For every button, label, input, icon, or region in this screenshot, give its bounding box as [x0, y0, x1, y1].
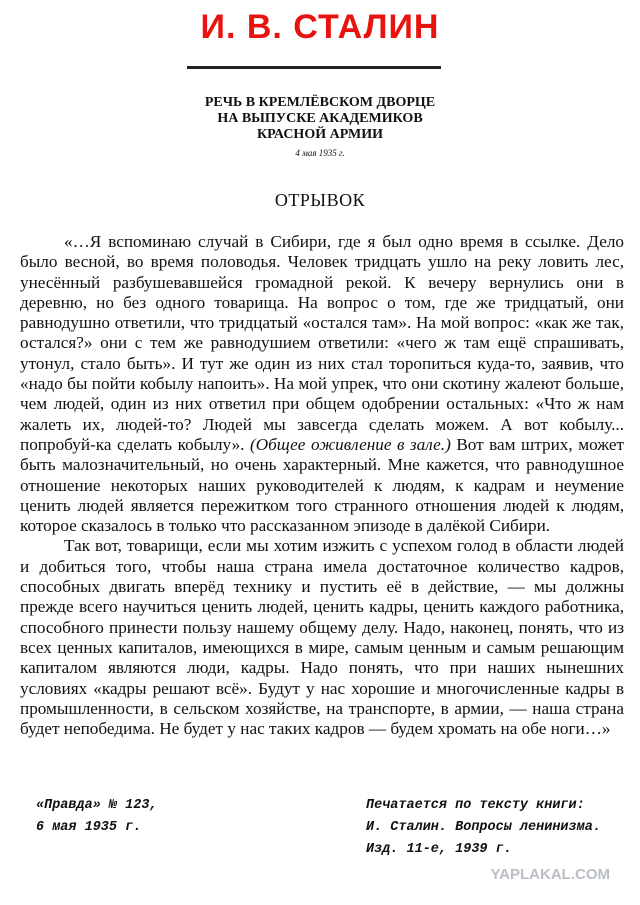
source-citation-book: [366, 795, 601, 861]
excerpt-label: ОТРЫВОК: [274, 190, 366, 210]
paragraph-1-text-b: Вот вам штрих, может быть малозначительный, но очень характерный. Мне кажется, что равнодушное отношение некоторых наших руководителей к людям, к кадрам и неумение ценить людей является пережитком того странного отношения людей к людям, которое сказалось в только что рассказанном эпизоде в далёкой Сибири.: [20, 434, 625, 536]
source-citation-newspaper: [36, 795, 158, 839]
source-right-line-2: И. Сталин. Вопросы ленинизма.: [366, 820, 601, 835]
source-right-line-1: Печатается по тексту книги:: [366, 798, 585, 813]
speech-text: [20, 232, 624, 739]
source-right-line-3: Изд. 11-е, 1939 г.: [366, 842, 512, 857]
speech-date: 4 мая 1935 г.: [295, 148, 345, 158]
paragraph-1-text-a: «…Я вспоминаю случай в Сибири, где я был одно время в ссылке. Дело было весной, во время половодья. Человек тридцать ушло на реку ловить лес, унесённый разбушевавшейся громадной рекой. К вечеру вернулись они в деревню, но без одного товарища. На вопрос о том, где же тридцатый, они равнодушно ответили, что тридцатый «остался там». На мой вопрос: «как же так, остался?» они с тем же равнодушием ответили: «чего ж там ещё спрашивать, утонул, стало быть». И тут же один из них стал торопиться куда-то, заявив, что «надо бы пойти кобылу напоить». На мой упрек, что они скотину жалеют больше, чем людей, один из них ответил при общем одобрении остальных: «Что ж нам жалеть их, людей-то? Людей мы завсегда сделать можем. А вот кобылу... попробуй-ка сделать кобылу».: [20, 232, 624, 454]
title-divider: [187, 66, 441, 69]
source-left-line-2: 6 мая 1935 г.: [36, 820, 142, 835]
paragraph-2: Так вот, товарищи, если мы хотим изжить с успехом голод в области людей и добиться того, чтобы наша страна имела достаточное количество кадров, способных двигать вперёд технику и пустить её в действие, — мы должны прежде всего научиться ценить людей, ценить кадры, ценить каждого работника, способного принести пользу нашему общему делу. Надо, наконец, понять, что из всех ценных капиталов, имеющихся в мире, самым ценным и самым решающим капиталом являются люди, кадры. Надо понять, что при наших нынешних условиях «кадры решают всё». Будут у нас хорошие и многочисленные кадры в промышленности, в сельском хозяйстве, на транспорте, в армии, — наша страна будет непобедима. Не будет у нас таких кадров — будем хромать на обе ноги…»: [20, 536, 624, 739]
paragraph-1: [20, 232, 624, 536]
speech-heading-line-2: НА ВЫПУСКЕ АКАДЕМИКОВ: [217, 111, 423, 126]
watermark: YAPLAKAL.COM: [490, 866, 610, 883]
speech-heading-line-3: КРАСНОЙ АРМИИ: [257, 127, 383, 142]
speech-heading: [0, 95, 640, 143]
speech-heading-line-1: РЕЧЬ В КРЕМЛЁВСКОМ ДВОРЦЕ: [204, 95, 436, 110]
source-left-line-1: «Правда» № 123,: [36, 798, 158, 813]
audience-remark: (Общее оживление в зале.): [250, 434, 451, 454]
page-title: И. В. СТАЛИН: [200, 8, 440, 46]
